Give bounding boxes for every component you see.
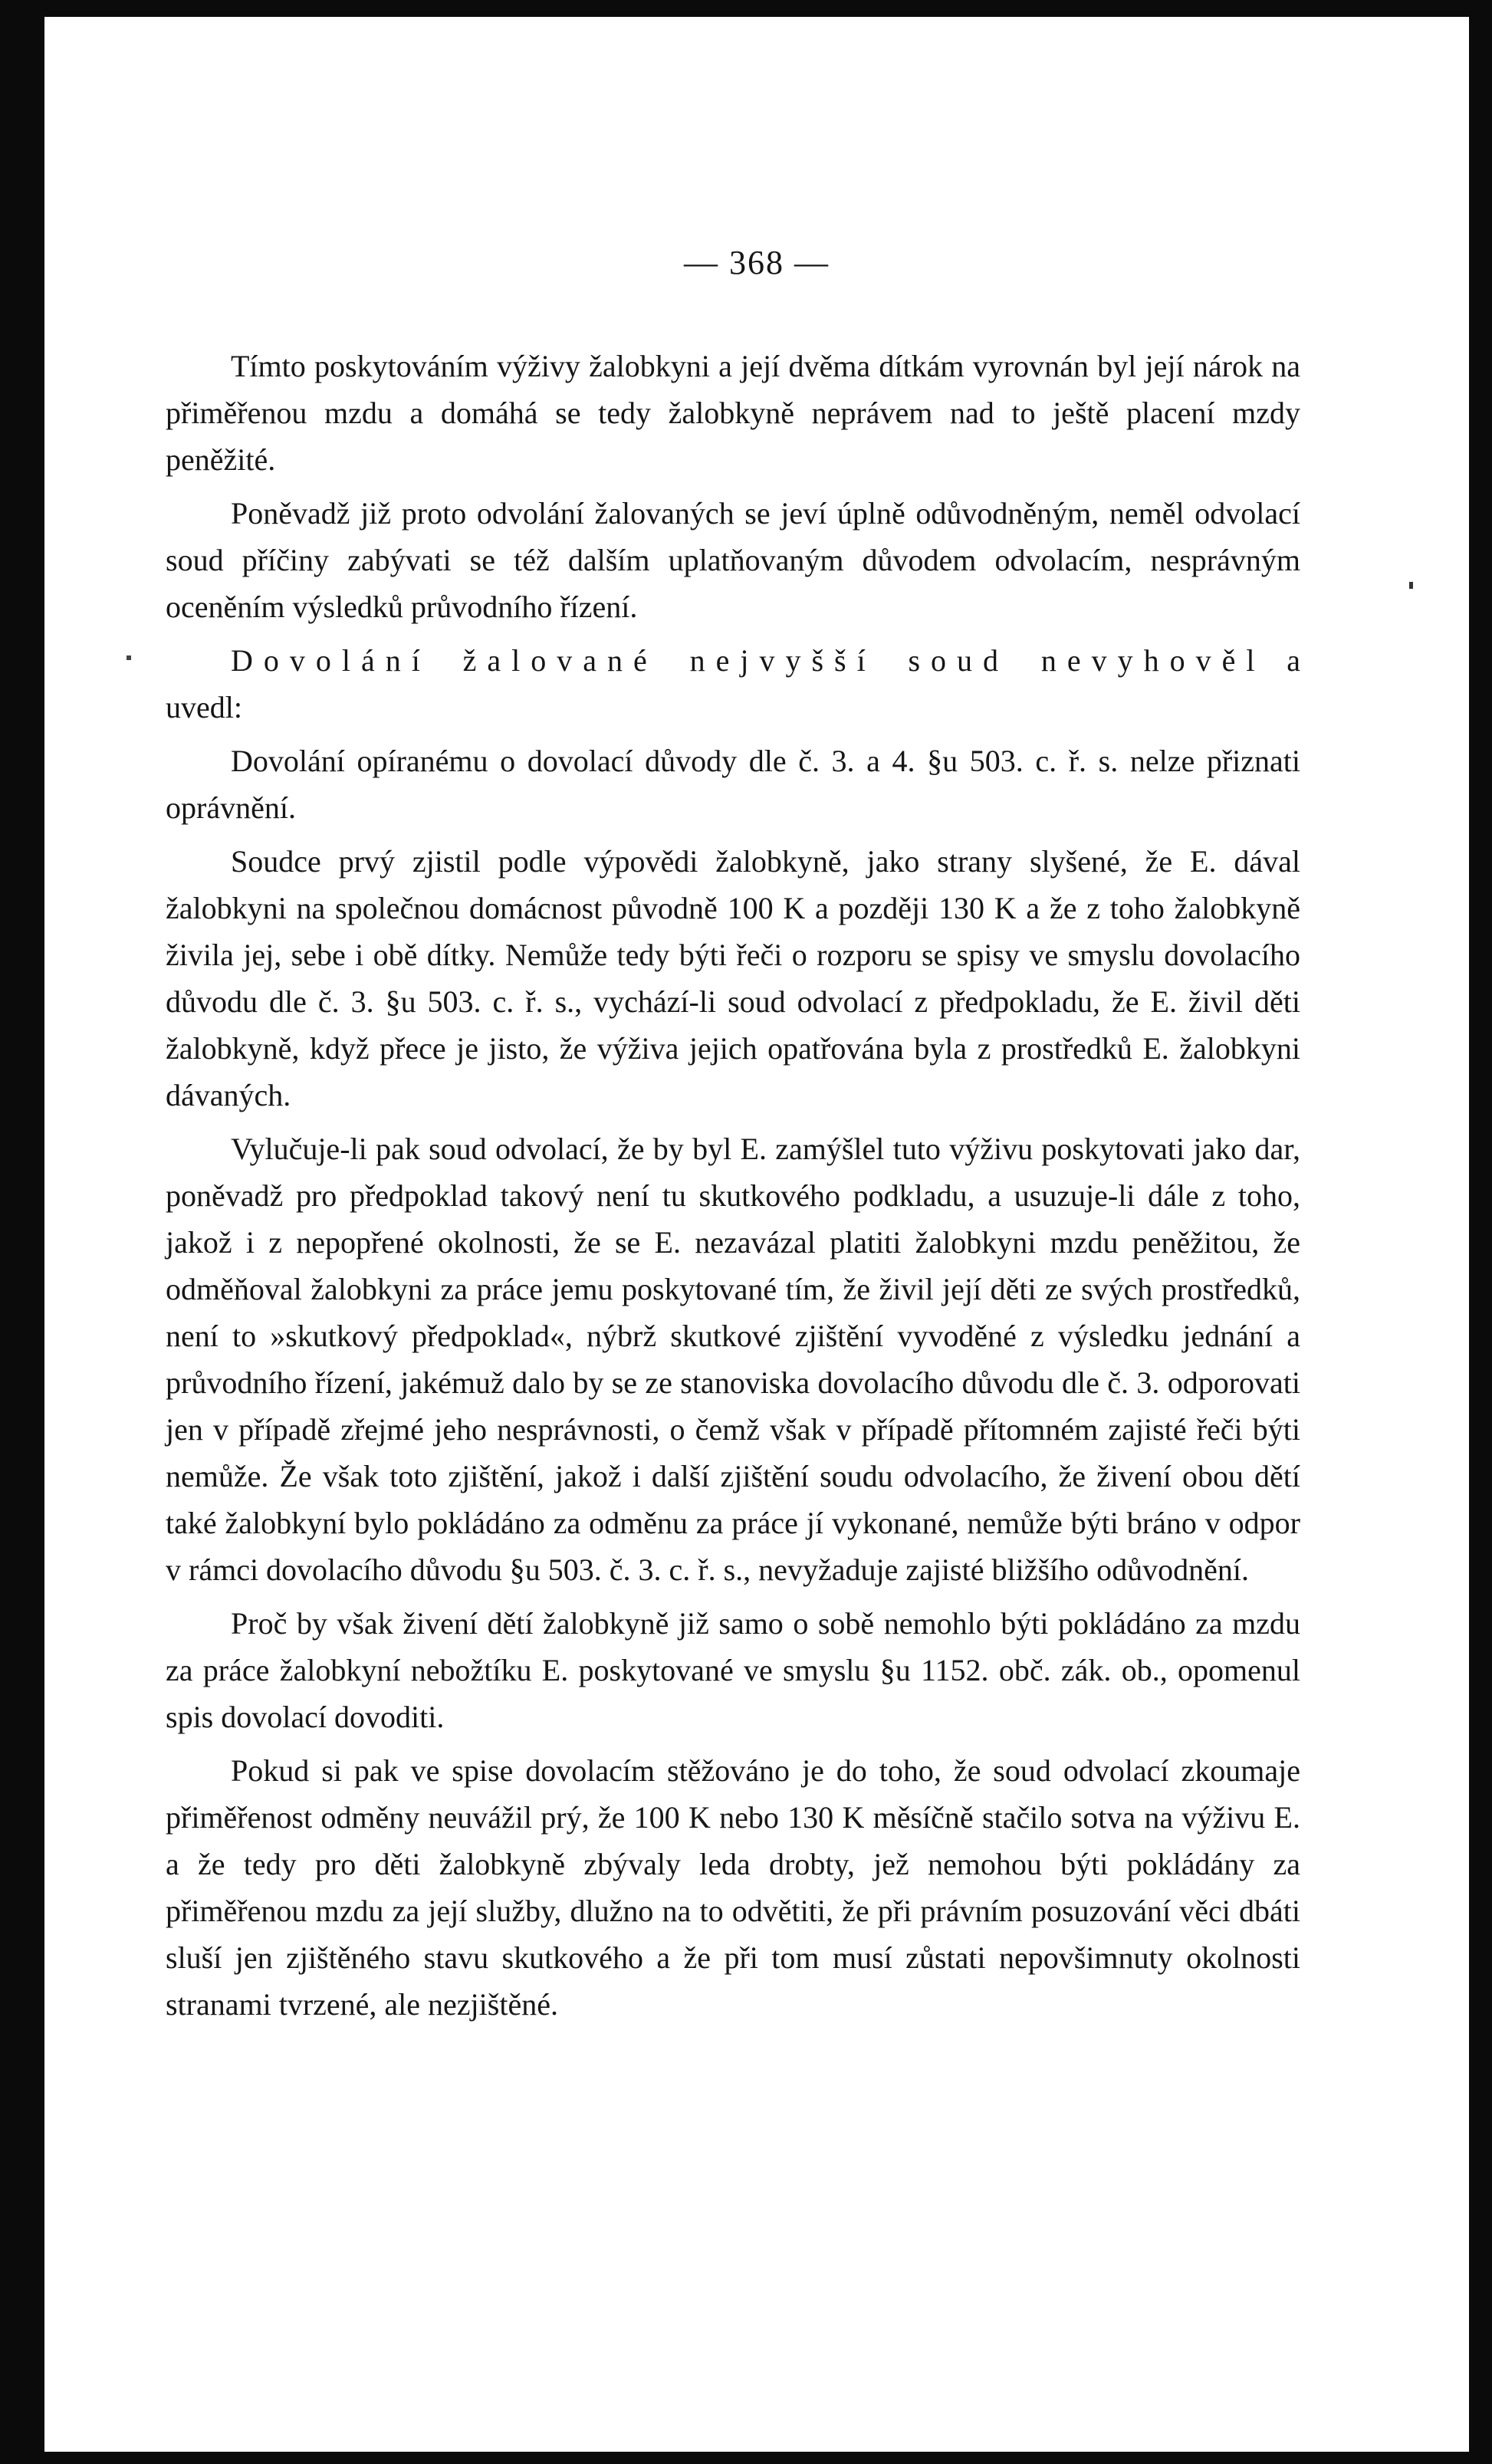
book-page [44,17,1469,2452]
scan-speck [1409,582,1413,589]
paragraph: Soudce prvý zjistil podle výpovědi žalobkyně, jako strany slyšené, že E. dával žalobkyni na společnou domácnost původně 100 K a později 130 K a že z toho žalobkyně živila jej, sebe i obě dítky. Nemůže tedy býti řeči o rozporu se spisy ve smyslu dovolacího důvodu dle č. 3. §u 503. c. ř. s., vychází-li soud odvolací z předpokladu, že E. živil děti žalobkyně, když přece je jisto, že výživa jejich opatřována byla z prostředků E. žalobkyni dávaných. [166,844,1300,1112]
ruling-paragraph [166,637,1300,731]
scan-speck [127,655,131,660]
paragraph: Tímto poskytováním výživy žalobkyni a její dvěma dítkám vyrovnán byl její nárok na přiměřenou mzdu a domáhá se tedy žalobkyně neprávem nad to ještě placení mzdy peněžité. [166,349,1300,477]
paragraph: Vylučuje-li pak soud odvolací, že by byl E. zamýšlel tuto výživu poskytovati jako dar, poněvadž pro předpoklad takový není tu skutkového podkladu, a usuzuje-li dále z toho, jakož i z nepopřené okolnosti, že se E. nezavázal platiti žalobkyni mzdu peněžitou, že odměňoval žalobkyni za práce jemu poskytované tím, že živil její děti ze svých prostředků, není to »skutkový předpoklad«, nýbrž skutkové zjištění vyvoděné z výsledku jednání a průvodního řízení, jakémuž dalo by se ze stanoviska dovolacího důvodu dle č. 3. odporovati jen v případě zřejmé jeho nesprávnosti, o čemž však v případě přítomném zajisté řeči býti nemůže. Že však toto zjištění, jakož i další zjištění soudu odvolacího, že živení obou dětí také žalobkyní bylo pokládáno za odměnu za práce jí vykonané, nemůže býti bráno v odpor v rámci dovolacího důvodu §u 503. č. 3. c. ř. s., nevyžaduje zajisté bližšího odůvodnění. [166,1132,1300,1587]
page-number: — 368 — [684,244,830,281]
ruling-heading-rest: a uvedl: [166,643,1300,724]
ruling-heading: Dovolání žalované nejvyšší soud nevyhověl [231,643,1266,678]
paragraph: Proč by však živení dětí žalobkyně již samo o sobě nemohlo býti pokládáno za mzdu za práce žalobkyní nebožtíku E. poskytované ve smyslu §u 1152. obč. zák. ob., opomenul spis dovolací dovoditi. [166,1606,1300,1734]
body-text [166,343,1300,2035]
paragraph: Pokud si pak ve spise dovolacím stěžováno je do toho, že soud odvolací zkoumaje přiměřenost odměny neuvážil prý, že 100 K nebo 130 K měsíčně stačilo sotva na výživu E. a že tedy pro děti žalobkyně zbývaly leda drobty, jež nemohou býti pokládány za přiměřenou mzdu za její služby, dlužno na to odvětiti, že při právním posuzování věci dbáti sluší jen zjištěného stavu skutkového a že při tom musí zůstati nepovšimnuty okolnosti stranami tvrzené, ale nezjištěné. [166,1753,1300,2022]
paragraph: Dovolání opíranému o dovolací důvody dle č. 3. a 4. §u 503. c. ř. s. nelze přiznati oprávnění. [166,744,1300,825]
paragraph: Poněvadž již proto odvolání žalovaných se jeví úplně odůvodněným, neměl odvolací soud příčiny zabývati se též dalším uplatňovaným důvodem odvolacím, nesprávným oceněním výsledků průvodního řízení. [166,496,1300,624]
